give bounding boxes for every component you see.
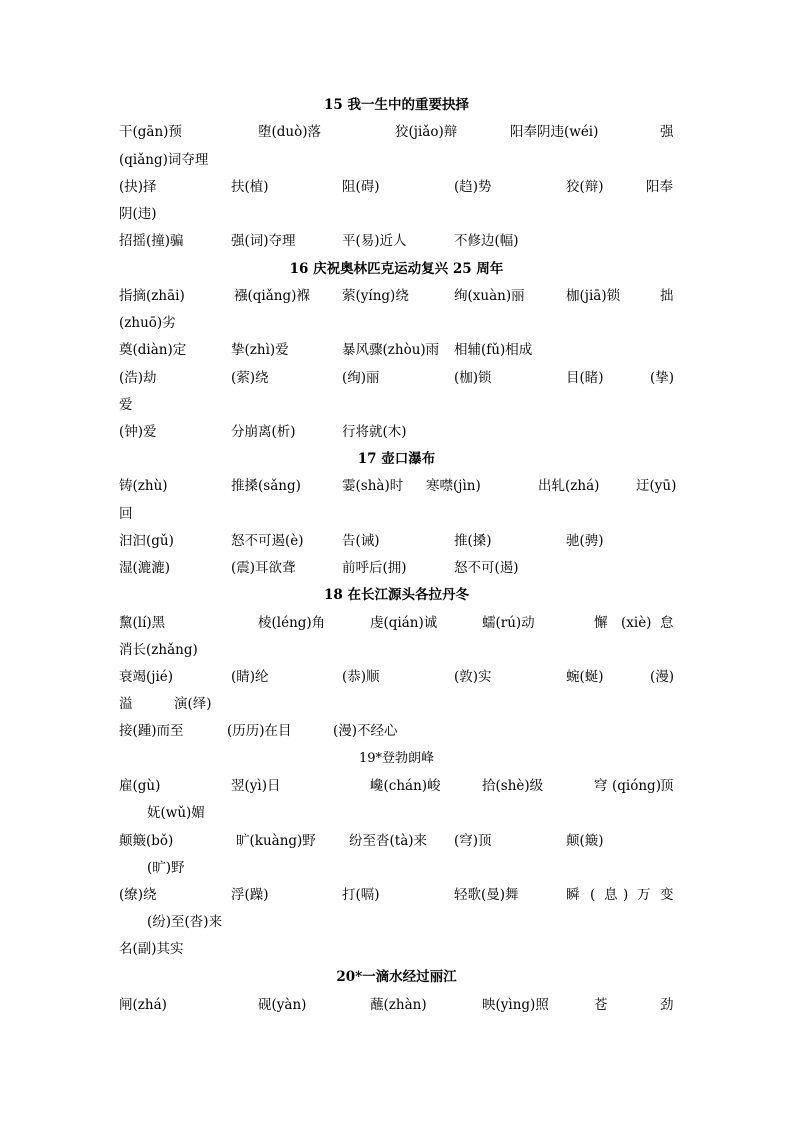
vocab-term: (历历)在目	[227, 723, 292, 739]
vocab-term: 砚(yàn)	[258, 997, 307, 1013]
vocab-term: 变	[660, 887, 674, 903]
vocab-term: 穹	[594, 778, 608, 794]
text-line	[119, 369, 679, 387]
vocab-term: 强	[660, 124, 674, 140]
vocab-term: 息	[604, 887, 618, 903]
vocab-term: (敦)实	[454, 669, 492, 685]
text-line	[119, 996, 679, 1014]
vocab-term: 懈	[594, 615, 608, 631]
vocab-term: (睛)纶	[231, 669, 269, 685]
vocab-term: 爱	[119, 397, 133, 413]
vocab-term: 前呼后(拥)	[342, 560, 407, 576]
vocab-term: 推搡(sǎng)	[231, 478, 301, 494]
vocab-term: 雇(gù)	[119, 778, 161, 794]
vocab-term: 巉(chán)峻	[370, 778, 441, 794]
vocab-term: 告(诫)	[342, 533, 380, 549]
vocab-term: 衰竭(jié)	[119, 669, 174, 685]
text-line	[119, 859, 679, 877]
text-line	[119, 314, 679, 332]
vocab-term: 怒不可(遏)	[454, 560, 519, 576]
vocab-term: (qióng)	[612, 778, 661, 794]
text-line	[119, 505, 679, 523]
vocab-term: 颠(簸)	[566, 833, 604, 849]
vocab-term: (漫)不经心	[333, 723, 398, 739]
vocab-term: 映(yìng)照	[482, 997, 549, 1013]
vocab-term: (趋)势	[454, 179, 492, 195]
vocab-term: 打(嗝)	[342, 887, 380, 903]
vocab-term: 妩(wǔ)媚	[147, 805, 205, 821]
vocab-term: 劲	[660, 997, 674, 1013]
vocab-term: (zhuō)劣	[119, 315, 176, 331]
section-title-19: 19*登勃朗峰	[358, 751, 435, 766]
text-line	[119, 477, 679, 495]
text-line	[119, 886, 679, 904]
text-line	[119, 614, 679, 632]
vocab-term: 接(踵)而至	[119, 723, 184, 739]
vocab-term: 演(绎)	[174, 696, 212, 712]
vocab-term: 分崩离(析)	[231, 424, 296, 440]
text-line	[119, 532, 679, 550]
vocab-term: 轻歌(曼)舞	[454, 887, 519, 903]
vocab-term: 苍	[594, 997, 608, 1013]
text-line	[119, 940, 679, 958]
vocab-term: 阴(违)	[119, 206, 157, 222]
vocab-term: 阳奉阴违(wéi)	[510, 124, 599, 140]
vocab-term: 暴风骤(zhòu)雨	[342, 342, 440, 358]
vocab-term: 翌(yì)日	[231, 778, 281, 794]
text-line	[119, 123, 679, 141]
vocab-term: 纷至沓(tà)来	[349, 833, 428, 849]
text-line	[119, 178, 679, 196]
text-line	[119, 341, 679, 359]
vocab-term: 平(易)近人	[342, 233, 407, 249]
vocab-term: 襁(qiǎng)褓	[234, 288, 310, 304]
vocab-term: (缭)绕	[119, 887, 157, 903]
vocab-term: 目(睹)	[566, 370, 604, 386]
vocab-term: 干(gān)预	[119, 124, 182, 140]
text-line	[119, 777, 679, 795]
vocab-term: 绚(xuàn)丽	[454, 288, 525, 304]
section-title-20: 20*一滴水经过丽江	[336, 969, 457, 985]
section-title-17: 17 壶口瀑布	[357, 451, 436, 467]
vocab-term: 消长(zhǎng)	[119, 642, 198, 658]
vocab-term: 名(副)其实	[119, 941, 184, 957]
vocab-term: 虔(qián)诚	[370, 615, 438, 631]
text-line	[119, 205, 679, 223]
vocab-term: 萦(yíng)绕	[342, 288, 409, 304]
vocab-term: 招摇(撞)骗	[119, 233, 184, 249]
vocab-term: 棱(léng)角	[258, 615, 326, 631]
vocab-term: 顶	[660, 778, 674, 794]
text-line	[119, 559, 679, 577]
vocab-term: 相辅(fǔ)相成	[454, 342, 533, 358]
text-line	[119, 396, 679, 414]
vocab-term: 狡(辩)	[566, 179, 604, 195]
vocab-term: (浩)劫	[119, 370, 157, 386]
vocab-term: (枷)锁	[454, 370, 492, 386]
vocab-term: 不修边(幅)	[454, 233, 519, 249]
vocab-term: (穹)顶	[454, 833, 492, 849]
vocab-term: 旷(kuàng)野	[236, 833, 316, 849]
vocab-term: (绚)丽	[342, 370, 380, 386]
section-title-18: 18 在长江源头各拉丹冬	[324, 587, 469, 603]
vocab-term: (漫)	[650, 669, 675, 685]
text-line	[119, 423, 679, 441]
vocab-term: 扶(植)	[231, 179, 269, 195]
vocab-term: 怒不可遏(è)	[231, 533, 304, 549]
section-title-16: 16 庆祝奥林匹克运动复兴 25 周年	[289, 261, 504, 277]
vocab-term: 阳奉	[646, 179, 673, 195]
text-line	[119, 695, 679, 713]
vocab-term: 堕(duò)落	[258, 124, 321, 140]
vocab-term: 强(词)夺理	[231, 233, 296, 249]
text-line	[119, 287, 679, 305]
vocab-term: (恭)顺	[342, 669, 380, 685]
text-line	[119, 232, 679, 250]
vocab-term: 挚(zhì)爱	[231, 342, 289, 358]
vocab-term: 万	[637, 887, 651, 903]
vocab-term: 蠕(rú)动	[482, 615, 535, 631]
vocab-term: 拾(shè)级	[482, 778, 544, 794]
text-line	[119, 722, 679, 740]
vocab-term: 出轧(zhá)	[538, 478, 600, 494]
vocab-term: 霎(shà)时	[342, 478, 404, 494]
vocab-term: 蜿(蜒)	[566, 669, 604, 685]
vocab-term: 怠	[660, 615, 674, 631]
vocab-term: 阻(碍)	[342, 179, 380, 195]
text-line	[119, 151, 679, 169]
vocab-term: 狡(jiǎo)辩	[395, 124, 458, 140]
vocab-term: 驰(骋)	[566, 533, 604, 549]
vocab-term: 蘸(zhàn)	[370, 997, 427, 1013]
vocab-term: (	[590, 887, 596, 903]
vocab-term: 黧(lí)黑	[119, 615, 166, 631]
vocab-term: 寒噤(jìn)	[426, 478, 481, 494]
vocab-term: )	[623, 887, 629, 903]
vocab-term: 铸(zhù)	[119, 478, 168, 494]
vocab-term: 瞬	[566, 887, 580, 903]
vocab-term: 浮(躁)	[231, 887, 269, 903]
vocab-term: (qiǎng)词夺理	[119, 152, 209, 168]
vocab-term: (钟)爱	[119, 424, 157, 440]
vocab-term: 湿(漉漉)	[119, 560, 171, 576]
vocab-term: 溢	[119, 696, 133, 712]
vocab-term: 推(搡)	[454, 533, 492, 549]
vocab-term: (xiè)	[621, 615, 652, 631]
text-line	[119, 804, 679, 822]
section-title-15: 15 我一生中的重要抉择	[324, 97, 469, 113]
vocab-term: 迂(yū)	[636, 478, 677, 494]
text-line	[119, 641, 679, 659]
vocab-term: 拙	[660, 288, 674, 304]
vocab-term: 颠簸(bǒ)	[119, 833, 174, 849]
text-line	[119, 668, 679, 686]
vocab-term: 枷(jiā)锁	[566, 288, 621, 304]
vocab-term: 指摘(zhāi)	[119, 288, 185, 304]
vocab-term: (震)耳欲聋	[231, 560, 296, 576]
vocab-term: (纷)至(沓)来	[147, 914, 223, 930]
vocab-term: (旷)野	[147, 860, 185, 876]
vocab-term: 行将就(木)	[342, 424, 407, 440]
vocab-term: 汩汩(gǔ)	[119, 533, 174, 549]
text-line	[119, 913, 679, 931]
text-line	[119, 832, 679, 850]
vocab-term: (挚)	[650, 370, 675, 386]
vocab-term: 回	[119, 506, 133, 522]
vocab-term: 闸(zhá)	[119, 997, 167, 1013]
vocab-term: (萦)绕	[231, 370, 269, 386]
vocab-term: 奠(diàn)定	[119, 342, 187, 358]
vocab-term: (抉)择	[119, 179, 157, 195]
